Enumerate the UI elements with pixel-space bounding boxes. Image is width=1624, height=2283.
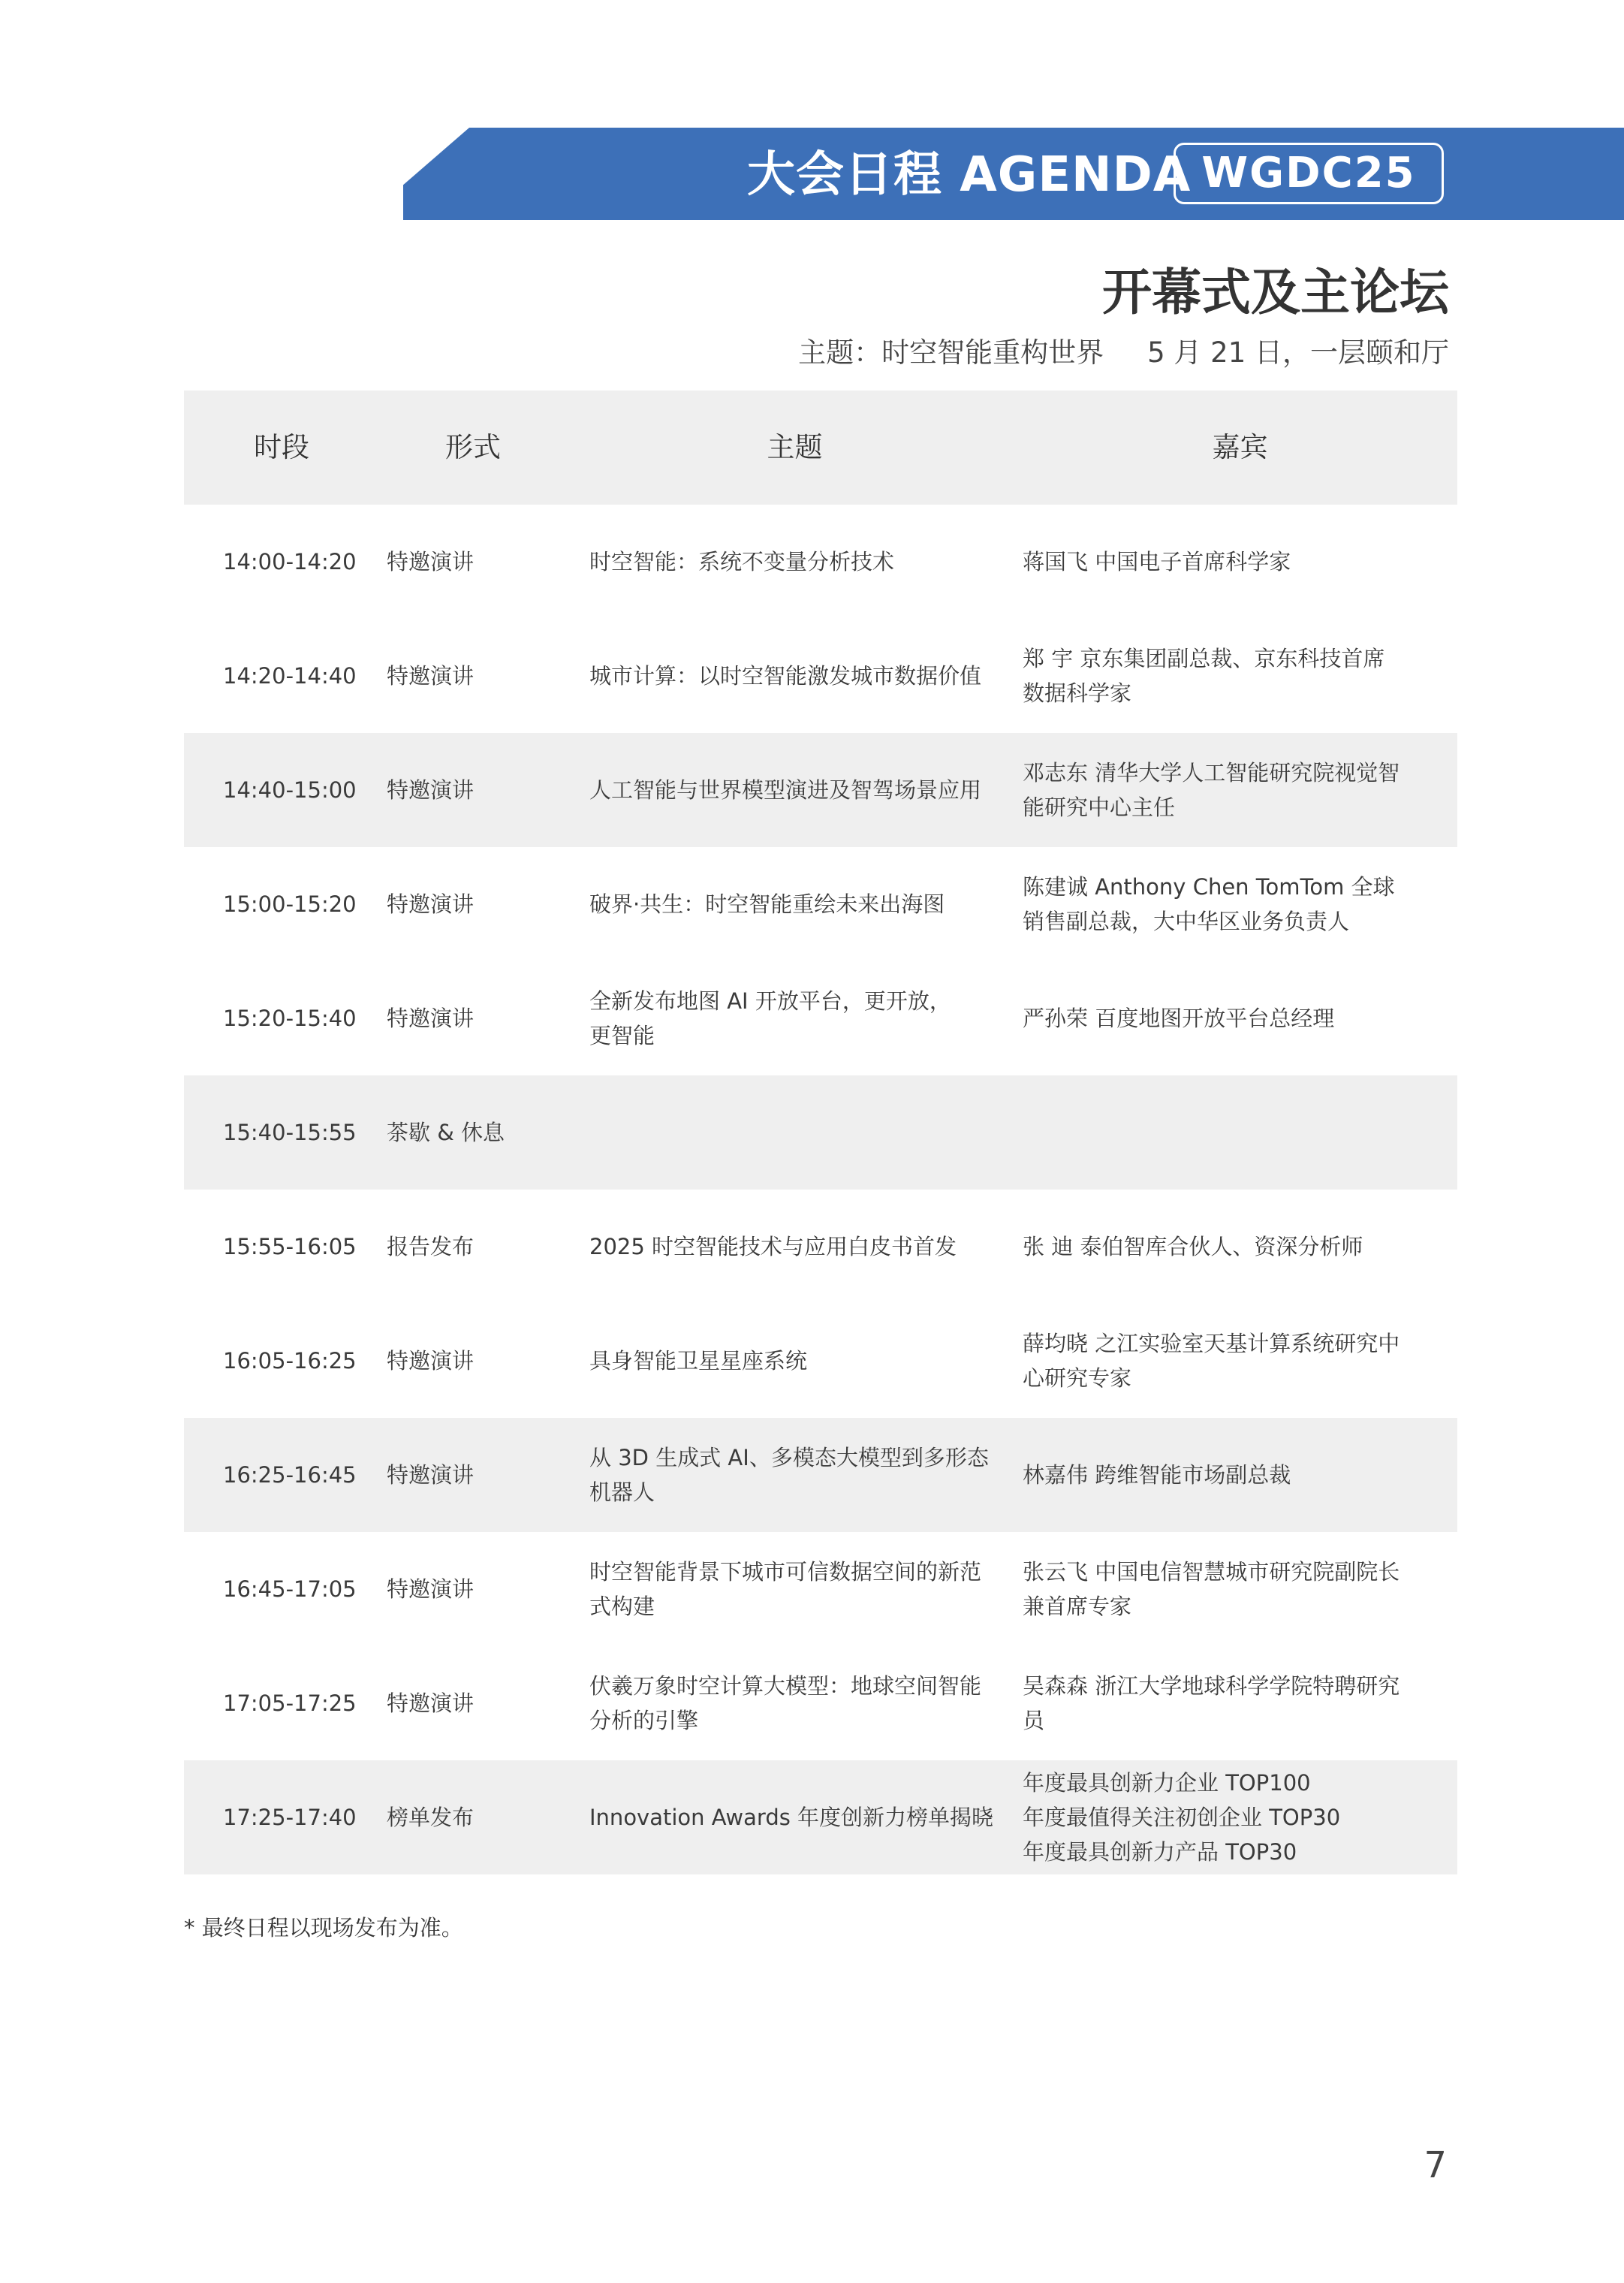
cell-guest: 陈建诚 Anthony Chen TomTom 全球 销售副总裁，大中华区业务负责人 (1023, 874, 1395, 934)
table-row (184, 1075, 1457, 1190)
cell-type: 特邀演讲 (387, 1576, 475, 1602)
header-topic: 主题 (767, 431, 823, 463)
event-badge: WGDC25 (1174, 143, 1444, 204)
cell-type: 榜单发布 (387, 1805, 475, 1830)
cell-guest: 张云飞 中国电信智慧城市研究院副院长 兼首席专家 (1023, 1559, 1400, 1619)
cell-type: 特邀演讲 (387, 777, 475, 803)
cell-time: 17:05-17:25 (223, 1690, 357, 1716)
cell-type: 茶歇 & 休息 (387, 1120, 505, 1145)
cell-topic: 时空智能背景下城市可信数据空间的新范 式构建 (589, 1559, 982, 1619)
cell-time: 16:45-17:05 (223, 1576, 357, 1602)
header-type: 形式 (445, 431, 501, 463)
cell-type: 特邀演讲 (387, 1690, 475, 1716)
table-row (184, 961, 1457, 1075)
cell-topic: Innovation Awards 年度创新力榜单揭晓 (589, 1805, 994, 1830)
cell-guest: 年度最具创新力企业 TOP100 年度最值得关注初创企业 TOP30 年度最具创新力产品 TOP30 (1023, 1770, 1341, 1865)
cell-time: 14:00-14:20 (223, 549, 357, 575)
cell-time: 15:40-15:55 (223, 1120, 357, 1145)
table-row (184, 505, 1457, 619)
section-theme: 主题：时空智能重构世界 (798, 336, 1104, 369)
cell-time: 17:25-17:40 (223, 1805, 357, 1830)
table-row (184, 1304, 1457, 1418)
cell-topic: 破界·共生：时空智能重绘未来出海图 (589, 891, 945, 917)
header-guest: 嘉宾 (1212, 431, 1268, 463)
cell-type: 特邀演讲 (387, 1462, 475, 1488)
page-number: 7 (1424, 2144, 1447, 2186)
footnote: * 最终日程以现场发布为准。 (184, 1915, 463, 1941)
cell-type: 报告发布 (387, 1234, 475, 1259)
cell-topic: 人工智能与世界模型演进及智驾场景应用 (589, 777, 982, 803)
cell-time: 16:25-16:45 (223, 1462, 357, 1488)
table-row (184, 1418, 1457, 1532)
cell-topic: 全新发布地图 AI 开放平台，更开放， 更智能 (589, 988, 951, 1048)
cell-guest: 薛均晓 之江实验室天基计算系统研究中 心研究专家 (1023, 1331, 1400, 1391)
cell-type: 特邀演讲 (387, 891, 475, 917)
section-subtitle (798, 332, 1449, 374)
agenda-title: 大会日程 AGENDA (747, 147, 1192, 203)
cell-type: 特邀演讲 (387, 1006, 475, 1031)
table-row (184, 619, 1457, 733)
agenda-table (184, 391, 1457, 1874)
cell-time: 14:20-14:40 (223, 663, 357, 689)
cell-guest: 郑 宇 京东集团副总裁、京东科技首席 数据科学家 (1023, 646, 1385, 706)
cell-topic: 从 3D 生成式 AI、多模态大模型到多形态 机器人 (589, 1445, 989, 1505)
cell-guest: 蒋国飞 中国电子首席科学家 (1023, 549, 1291, 575)
cell-guest: 严孙荣 百度地图开放平台总经理 (1023, 1006, 1335, 1031)
cell-time: 14:40-15:00 (223, 777, 357, 803)
header-time: 时段 (254, 431, 309, 463)
cell-type: 特邀演讲 (387, 549, 475, 575)
cell-time: 15:00-15:20 (223, 891, 357, 917)
table-row (184, 1646, 1457, 1760)
cell-guest: 吴森森 浙江大学地球科学学院特聘研究 员 (1023, 1673, 1400, 1733)
cell-time: 16:05-16:25 (223, 1348, 357, 1374)
cell-guest: 林嘉伟 跨维智能市场副总裁 (1023, 1462, 1291, 1488)
table-row (184, 733, 1457, 847)
cell-topic: 城市计算：以时空智能激发城市数据价值 (589, 663, 982, 689)
table-header-row (184, 391, 1457, 505)
cell-time: 15:20-15:40 (223, 1006, 357, 1031)
cell-time: 15:55-16:05 (223, 1234, 357, 1259)
cell-type: 特邀演讲 (387, 663, 475, 689)
cell-guest: 张 迪 泰伯智库合伙人、资深分析师 (1023, 1234, 1363, 1259)
section-venue: 5 月 21 日，一层颐和厅 (1147, 336, 1449, 369)
cell-topic: 时空智能：系统不变量分析技术 (589, 549, 895, 575)
table-row (184, 1190, 1457, 1304)
table-row (184, 1760, 1457, 1874)
cell-guest: 邓志东 清华大学人工智能研究院视觉智 能研究中心主任 (1023, 760, 1400, 820)
section-title: 开幕式及主论坛 (1102, 264, 1449, 321)
cell-topic: 2025 时空智能技术与应用白皮书首发 (589, 1234, 957, 1259)
cell-topic: 伏羲万象时空计算大模型：地球空间智能 分析的引擎 (589, 1673, 982, 1733)
cell-type: 特邀演讲 (387, 1348, 475, 1374)
table-row (184, 847, 1457, 961)
cell-topic: 具身智能卫星星座系统 (589, 1348, 808, 1374)
table-row (184, 1532, 1457, 1646)
